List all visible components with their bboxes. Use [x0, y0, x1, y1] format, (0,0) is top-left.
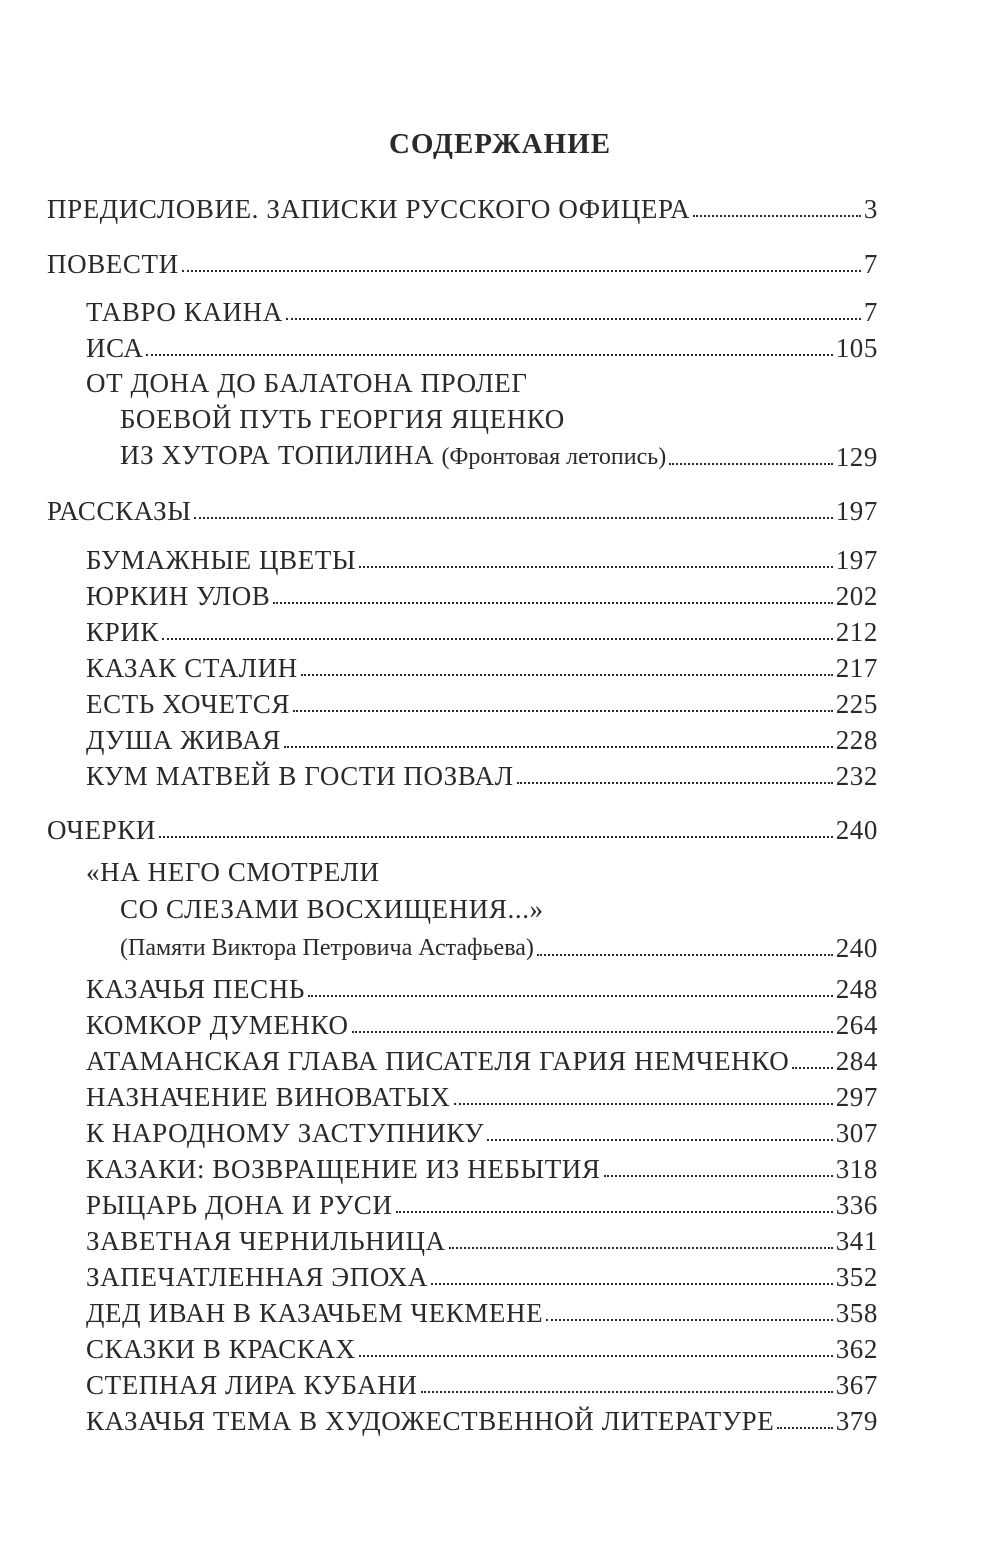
toc-entry-note: (Фронтовая летопись) — [441, 444, 667, 470]
leader-dots — [352, 1031, 833, 1033]
toc-page-number: 217 — [835, 653, 878, 683]
toc-page-number: 240 — [835, 933, 878, 963]
toc-entry-line[interactable]: СО СЛЕЗАМИ ВОСХИЩЕНИЯ...» — [120, 894, 544, 924]
toc-page-number: 197 — [835, 496, 878, 526]
toc-page-number: 341 — [835, 1226, 878, 1256]
toc-entry[interactable] — [86, 1330, 878, 1366]
leader-dots — [194, 517, 832, 519]
toc-entry-title: ТАВРО КАИНА — [86, 297, 283, 327]
leader-dots — [421, 1391, 833, 1393]
toc-entry-title: ДУША ЖИВАЯ — [86, 725, 281, 755]
toc-entry-title: РЫЦАРЬ ДОНА И РУСИ — [86, 1190, 393, 1220]
toc-entry-title: КУМ МАТВЕЙ В ГОСТИ ПОЗВАЛ — [86, 761, 514, 791]
toc-entry[interactable] — [86, 1222, 878, 1258]
toc-page-number: 307 — [835, 1118, 878, 1148]
toc-page-number: 202 — [835, 581, 878, 611]
toc-entry-line: ИЗ ХУТОРА ТОПИЛИНА — [120, 440, 435, 470]
leader-dots — [301, 674, 833, 676]
leader-dots — [604, 1175, 833, 1177]
leader-dots — [159, 836, 833, 838]
leader-dots — [693, 215, 861, 217]
toc-entry[interactable] — [86, 1042, 878, 1078]
leader-dots — [669, 463, 832, 465]
leader-dots — [146, 354, 832, 356]
toc-page-number: 336 — [835, 1190, 878, 1220]
leader-dots — [308, 995, 833, 997]
toc-entry[interactable] — [86, 649, 878, 685]
leader-dots — [162, 638, 833, 640]
leader-dots — [396, 1211, 833, 1213]
leader-dots — [449, 1247, 833, 1249]
toc-page-number: 264 — [835, 1010, 878, 1040]
toc-entry-line[interactable]: БОЕВОЙ ПУТЬ ГЕОРГИЯ ЯЦЕНКО — [120, 404, 565, 434]
toc-entry-title: ЮРКИН УЛОВ — [86, 581, 271, 611]
toc-entry[interactable] — [86, 577, 878, 613]
toc-page-number: 7 — [863, 249, 878, 279]
toc-page-number: 379 — [835, 1406, 878, 1436]
toc-page-number: 7 — [863, 297, 878, 327]
toc-section-title: ОЧЕРКИ — [47, 815, 156, 845]
toc-entry[interactable] — [86, 1402, 878, 1438]
leader-dots — [359, 1355, 833, 1357]
toc-page-number: 297 — [835, 1082, 878, 1112]
toc-section-rasskazy[interactable] — [47, 492, 878, 528]
leader-dots — [286, 318, 861, 320]
toc-page-number: 197 — [835, 545, 878, 575]
toc-page-number: 284 — [835, 1046, 878, 1076]
toc-entry-line[interactable]: ОТ ДОНА ДО БАЛАТОНА ПРОЛЕГ — [86, 368, 528, 398]
leader-dots — [546, 1319, 832, 1321]
toc-entry[interactable] — [86, 1366, 878, 1402]
toc-section-povesti[interactable] — [47, 245, 878, 281]
leader-dots — [284, 746, 833, 748]
toc-entry[interactable] — [86, 1150, 878, 1186]
toc-page-number: 232 — [835, 761, 878, 791]
leader-dots — [273, 602, 832, 604]
toc-entry[interactable] — [120, 438, 878, 474]
toc-page-number: 3 — [863, 194, 878, 224]
toc-page-number: 358 — [835, 1298, 878, 1328]
toc-page-number: 367 — [835, 1370, 878, 1400]
toc-entry[interactable] — [86, 613, 878, 649]
toc-page-number: 318 — [835, 1154, 878, 1184]
toc-entry[interactable] — [86, 293, 878, 329]
leader-dots — [777, 1427, 832, 1429]
toc-entry[interactable] — [86, 1258, 878, 1294]
toc-page-number: 352 — [835, 1262, 878, 1292]
toc-entry-title: ИСА — [86, 333, 144, 363]
toc-page-number: 105 — [835, 333, 878, 363]
toc-section-title: ПОВЕСТИ — [47, 249, 179, 279]
toc-entry[interactable] — [86, 1186, 878, 1222]
toc-entry-title: СТЕПНАЯ ЛИРА КУБАНИ — [86, 1370, 418, 1400]
toc-entry-title: ПРЕДИСЛОВИЕ. ЗАПИСКИ РУССКОГО ОФИЦЕРА — [47, 194, 691, 224]
toc-entry[interactable] — [86, 970, 878, 1006]
toc-entry-title: КАЗАЧЬЯ ПЕСНЬ — [86, 974, 305, 1004]
leader-dots — [487, 1139, 833, 1141]
toc-page-number: 248 — [835, 974, 878, 1004]
toc-entry-title: СКАЗКИ В КРАСКАХ — [86, 1334, 356, 1364]
toc-entry-title: КАЗАЧЬЯ ТЕМА В ХУДОЖЕСТВЕННОЙ ЛИТЕРАТУРЕ — [86, 1406, 775, 1436]
toc-entry-title: КРИК — [86, 617, 159, 647]
toc-entry[interactable] — [86, 1006, 878, 1042]
toc-entry-title: НАЗНАЧЕНИЕ ВИНОВАТЫХ — [86, 1082, 451, 1112]
page-title: СОДЕРЖАНИЕ — [388, 128, 612, 160]
toc-entry-line[interactable]: «НА НЕГО СМОТРЕЛИ — [86, 857, 380, 887]
toc-entry-title: ЗАПЕЧАТЛЕННАЯ ЭПОХА — [86, 1262, 429, 1292]
toc-entry[interactable] — [86, 541, 878, 577]
toc-entry-title: ЗАВЕТНАЯ ЧЕРНИЛЬНИЦА — [86, 1226, 446, 1256]
toc-page-number: 240 — [835, 815, 878, 845]
leader-dots — [537, 954, 833, 956]
toc-entry[interactable] — [120, 929, 878, 965]
toc-section-ocherki[interactable] — [47, 811, 878, 847]
toc-page-number: 212 — [835, 617, 878, 647]
toc-entry-preface[interactable] — [47, 190, 878, 226]
toc-entry-title — [120, 929, 534, 965]
toc-entry-title: КАЗАК СТАЛИН — [86, 653, 298, 683]
toc-entry-title: ЕСТЬ ХОЧЕТСЯ — [86, 689, 290, 719]
toc-entry[interactable] — [86, 1078, 878, 1114]
toc-entry[interactable] — [86, 1114, 878, 1150]
toc-page-number: 129 — [835, 442, 878, 472]
toc-section-title: РАССКАЗЫ — [47, 496, 192, 526]
toc-entry-title — [120, 438, 666, 474]
toc-page-number: 362 — [835, 1334, 878, 1364]
leader-dots — [359, 566, 833, 568]
toc-entry[interactable] — [86, 757, 878, 793]
toc-entry[interactable] — [86, 685, 878, 721]
toc-page-number: 228 — [835, 725, 878, 755]
toc-entry-title: КАЗАКИ: ВОЗВРАЩЕНИЕ ИЗ НЕБЫТИЯ — [86, 1154, 601, 1184]
leader-dots — [182, 270, 861, 272]
toc-entry-title: АТАМАНСКАЯ ГЛАВА ПИСАТЕЛЯ ГАРИЯ НЕМЧЕНКО — [86, 1046, 790, 1076]
toc-entry[interactable] — [86, 1294, 878, 1330]
toc-entry-note: (Памяти Виктора Петровича Астафьева) — [120, 935, 534, 961]
leader-dots — [454, 1103, 833, 1105]
toc-entry-title: ДЕД ИВАН В КАЗАЧЬЕМ ЧЕКМЕНЕ — [86, 1298, 544, 1328]
leader-dots — [293, 710, 833, 712]
leader-dots — [792, 1067, 832, 1069]
leader-dots — [431, 1283, 833, 1285]
leader-dots — [517, 782, 833, 784]
toc-entry-title: КОМКОР ДУМЕНКО — [86, 1010, 349, 1040]
toc-entry-title: БУМАЖНЫЕ ЦВЕТЫ — [86, 545, 357, 575]
toc-entry[interactable] — [86, 329, 878, 365]
toc-page-number: 225 — [835, 689, 878, 719]
toc-entry[interactable] — [86, 721, 878, 757]
toc-entry-title: К НАРОДНОМУ ЗАСТУПНИКУ — [86, 1118, 485, 1148]
